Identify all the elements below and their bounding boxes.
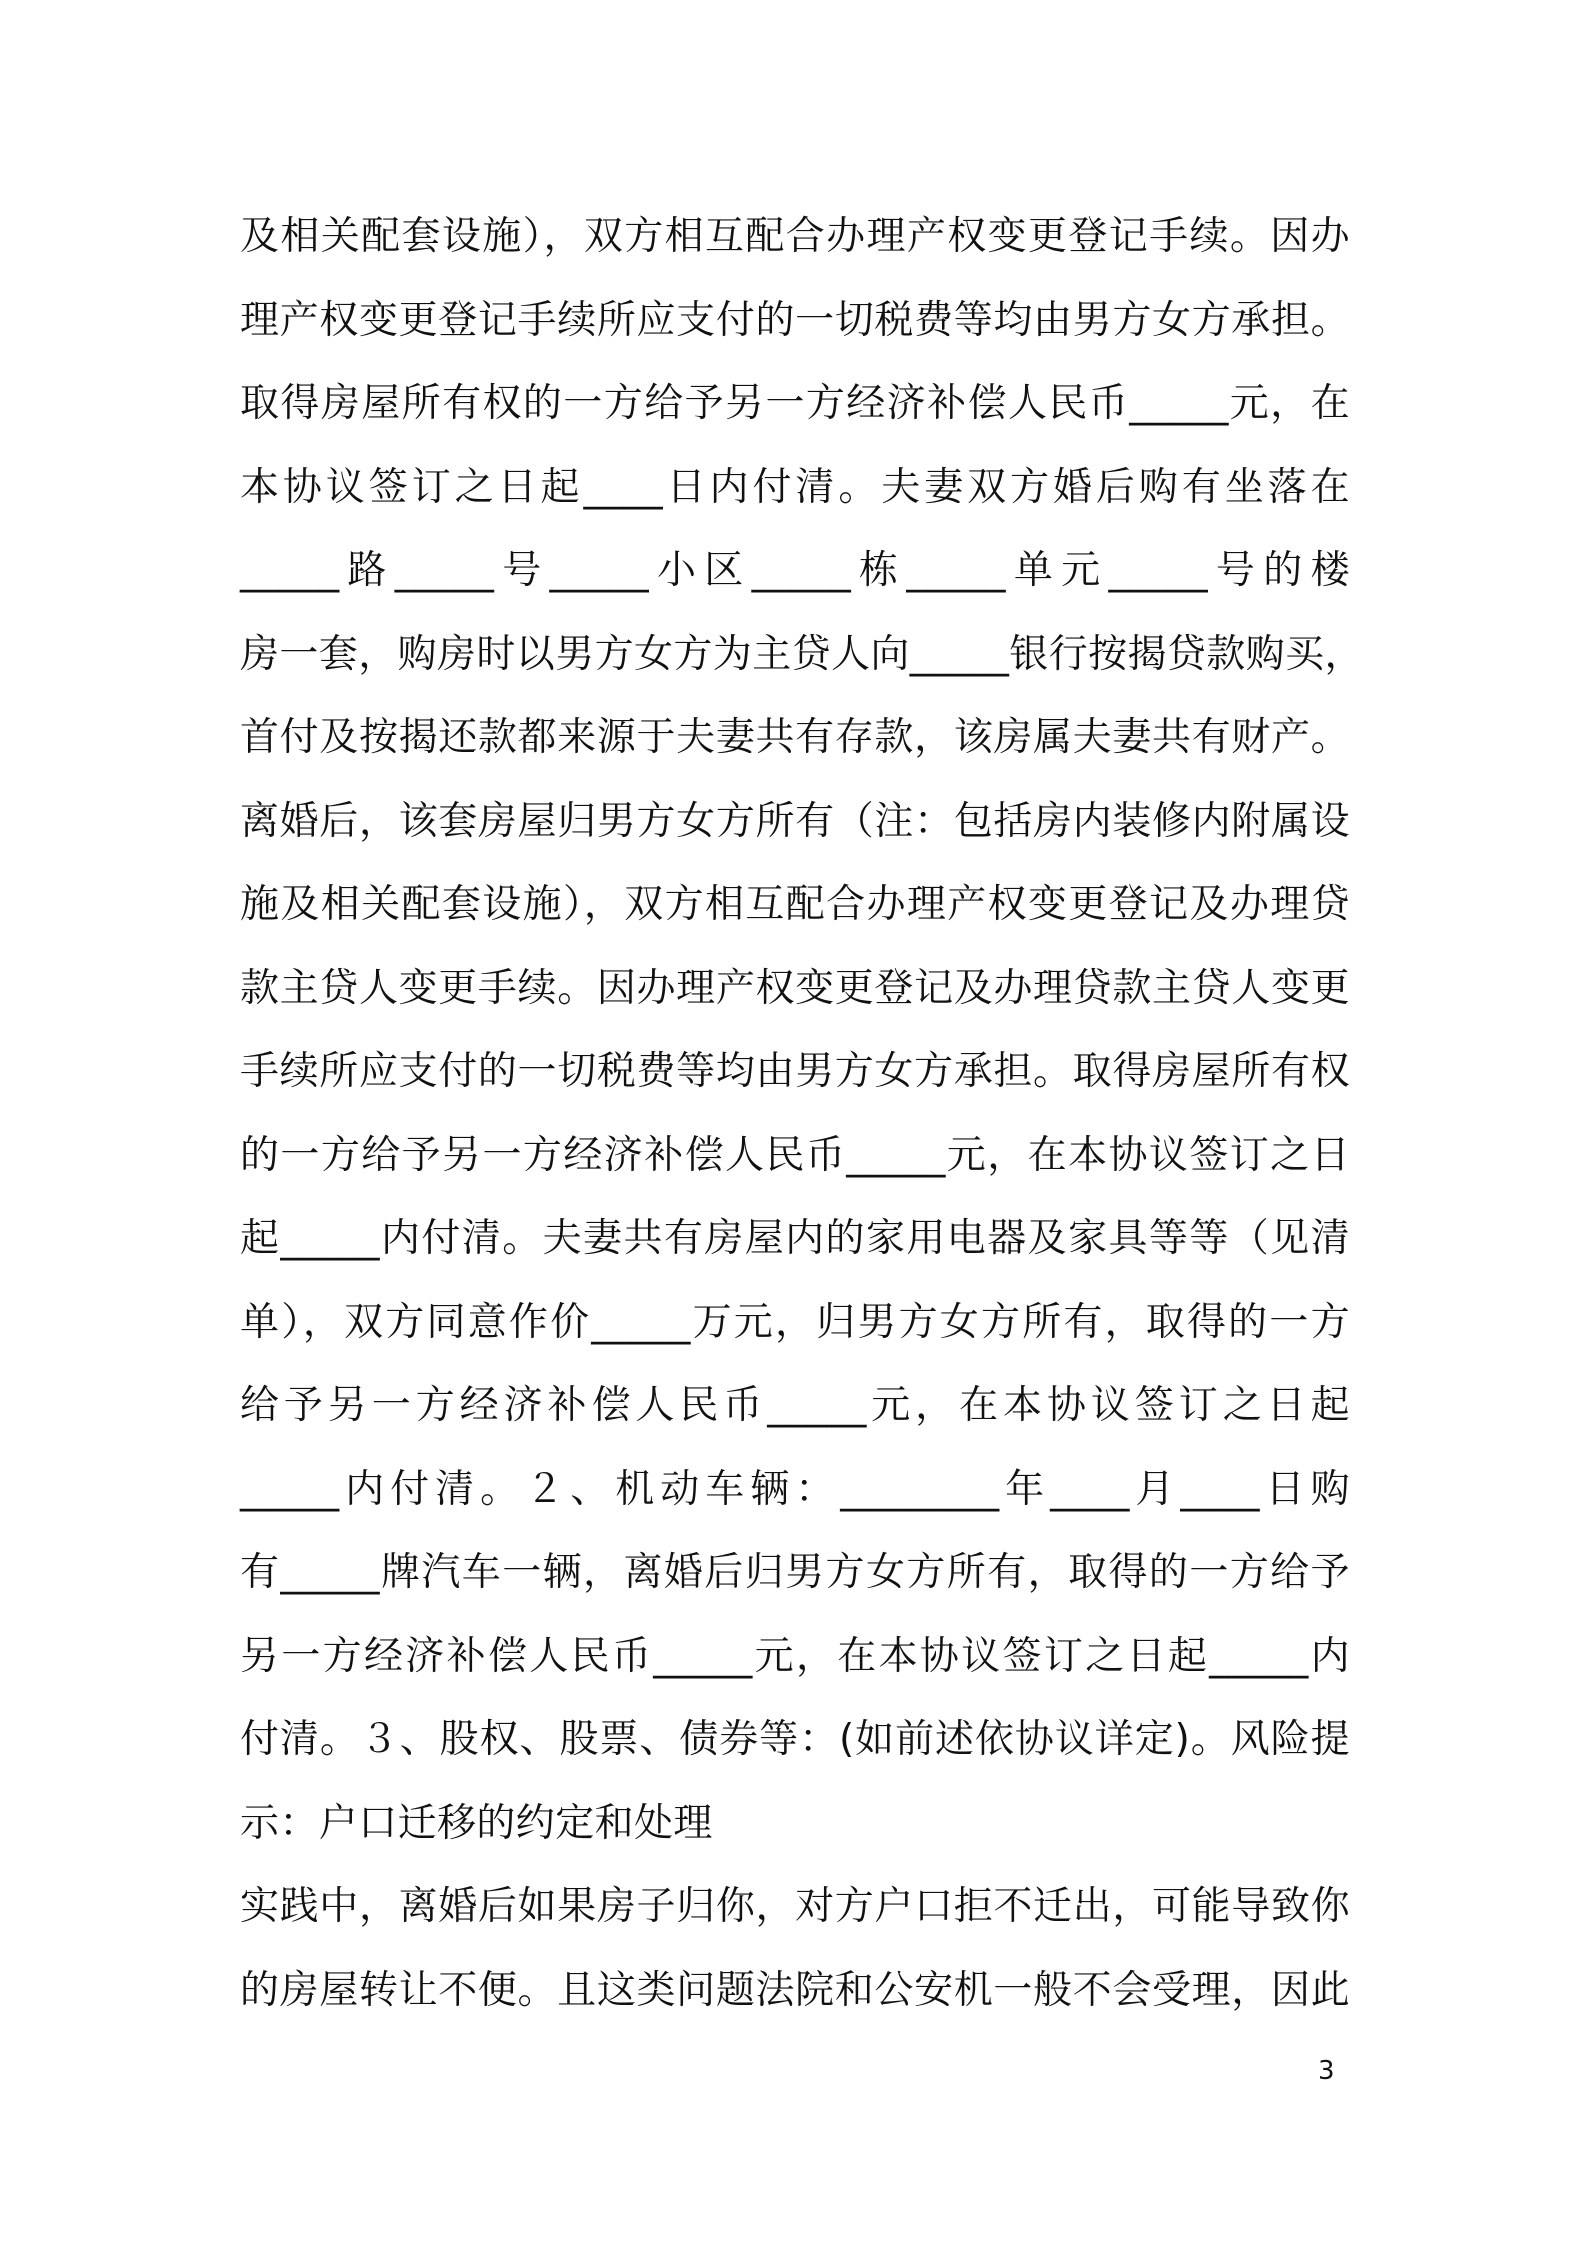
text-line: 单），双方同意作价_____万元，归男方女方所有，取得的一方 (240, 1299, 1350, 1345)
text-line: 取得房屋所有权的一方给予另一方经济补偿人民币_____元，在 (240, 381, 1350, 426)
text-line: 的一方给予另一方经济补偿人民币_____元，在本协议签订之日 (240, 1132, 1350, 1178)
text-line: 房一套，购房时以男方女方为主贷人向_____银行按揭贷款购买， (240, 631, 1364, 677)
text-line: 离婚后，该套房屋归男方女方所有（注：包括房内装修内附属设 (240, 798, 1350, 844)
text-line: _____路_____号_____小区_____栋_____单元_____号的楼 (240, 548, 1350, 593)
text-line: 本协议签订之日起____日内付清。夫妻双方婚后购有坐落在 (240, 464, 1350, 510)
text-line: 及相关配套设施），双方相互配合办理产权变更登记手续。因办 (240, 214, 1350, 259)
text-line: 有_____牌汽车一辆，离婚后归男方女方所有，取得的一方给予 (240, 1550, 1350, 1595)
text-line: 示：户口迁移的约定和处理 (240, 1800, 713, 1846)
text-line: 给予另一方经济补偿人民币_____元，在本协议签订之日起 (240, 1383, 1350, 1428)
text-line: 款主贷人变更手续。因办理产权变更登记及办理贷款主贷人变更 (240, 965, 1350, 1011)
text-line: 首付及按揭还款都来源于夫妻共有存款，该房属夫妻共有财产。 (240, 715, 1350, 760)
page-number: 3 (1318, 2056, 1335, 2086)
body-text (240, 195, 1364, 2032)
text-line: 另一方经济补偿人民币_____元，在本协议签订之日起_____内 (240, 1633, 1350, 1679)
text-line: 手续所应支付的一切税费等均由男方女方承担。取得房屋所有权 (240, 1049, 1350, 1094)
text-line: 理产权变更登记手续所应支付的一切税费等均由男方女方承担。 (240, 297, 1350, 343)
text-line: 施及相关配套设施），双方相互配合办理产权变更登记及办理贷 (240, 882, 1350, 927)
text-line: 付清。３、股权、股票、债券等：(如前述依协议详定)。风险提 (240, 1717, 1350, 1762)
text-line: _____内付清。２、机动车辆：________年____月____日购 (240, 1466, 1350, 1512)
text-line: 实践中，离婚后如果房子归你，对方户口拒不迁出，可能导致你 (240, 1884, 1350, 1929)
text-line: 的房屋转让不便。且这类问题法院和公安机一般不会受理，因此 (240, 1967, 1350, 2013)
text-line: 起_____内付清。夫妻共有房屋内的家用电器及家具等等（见清 (240, 1216, 1350, 1261)
